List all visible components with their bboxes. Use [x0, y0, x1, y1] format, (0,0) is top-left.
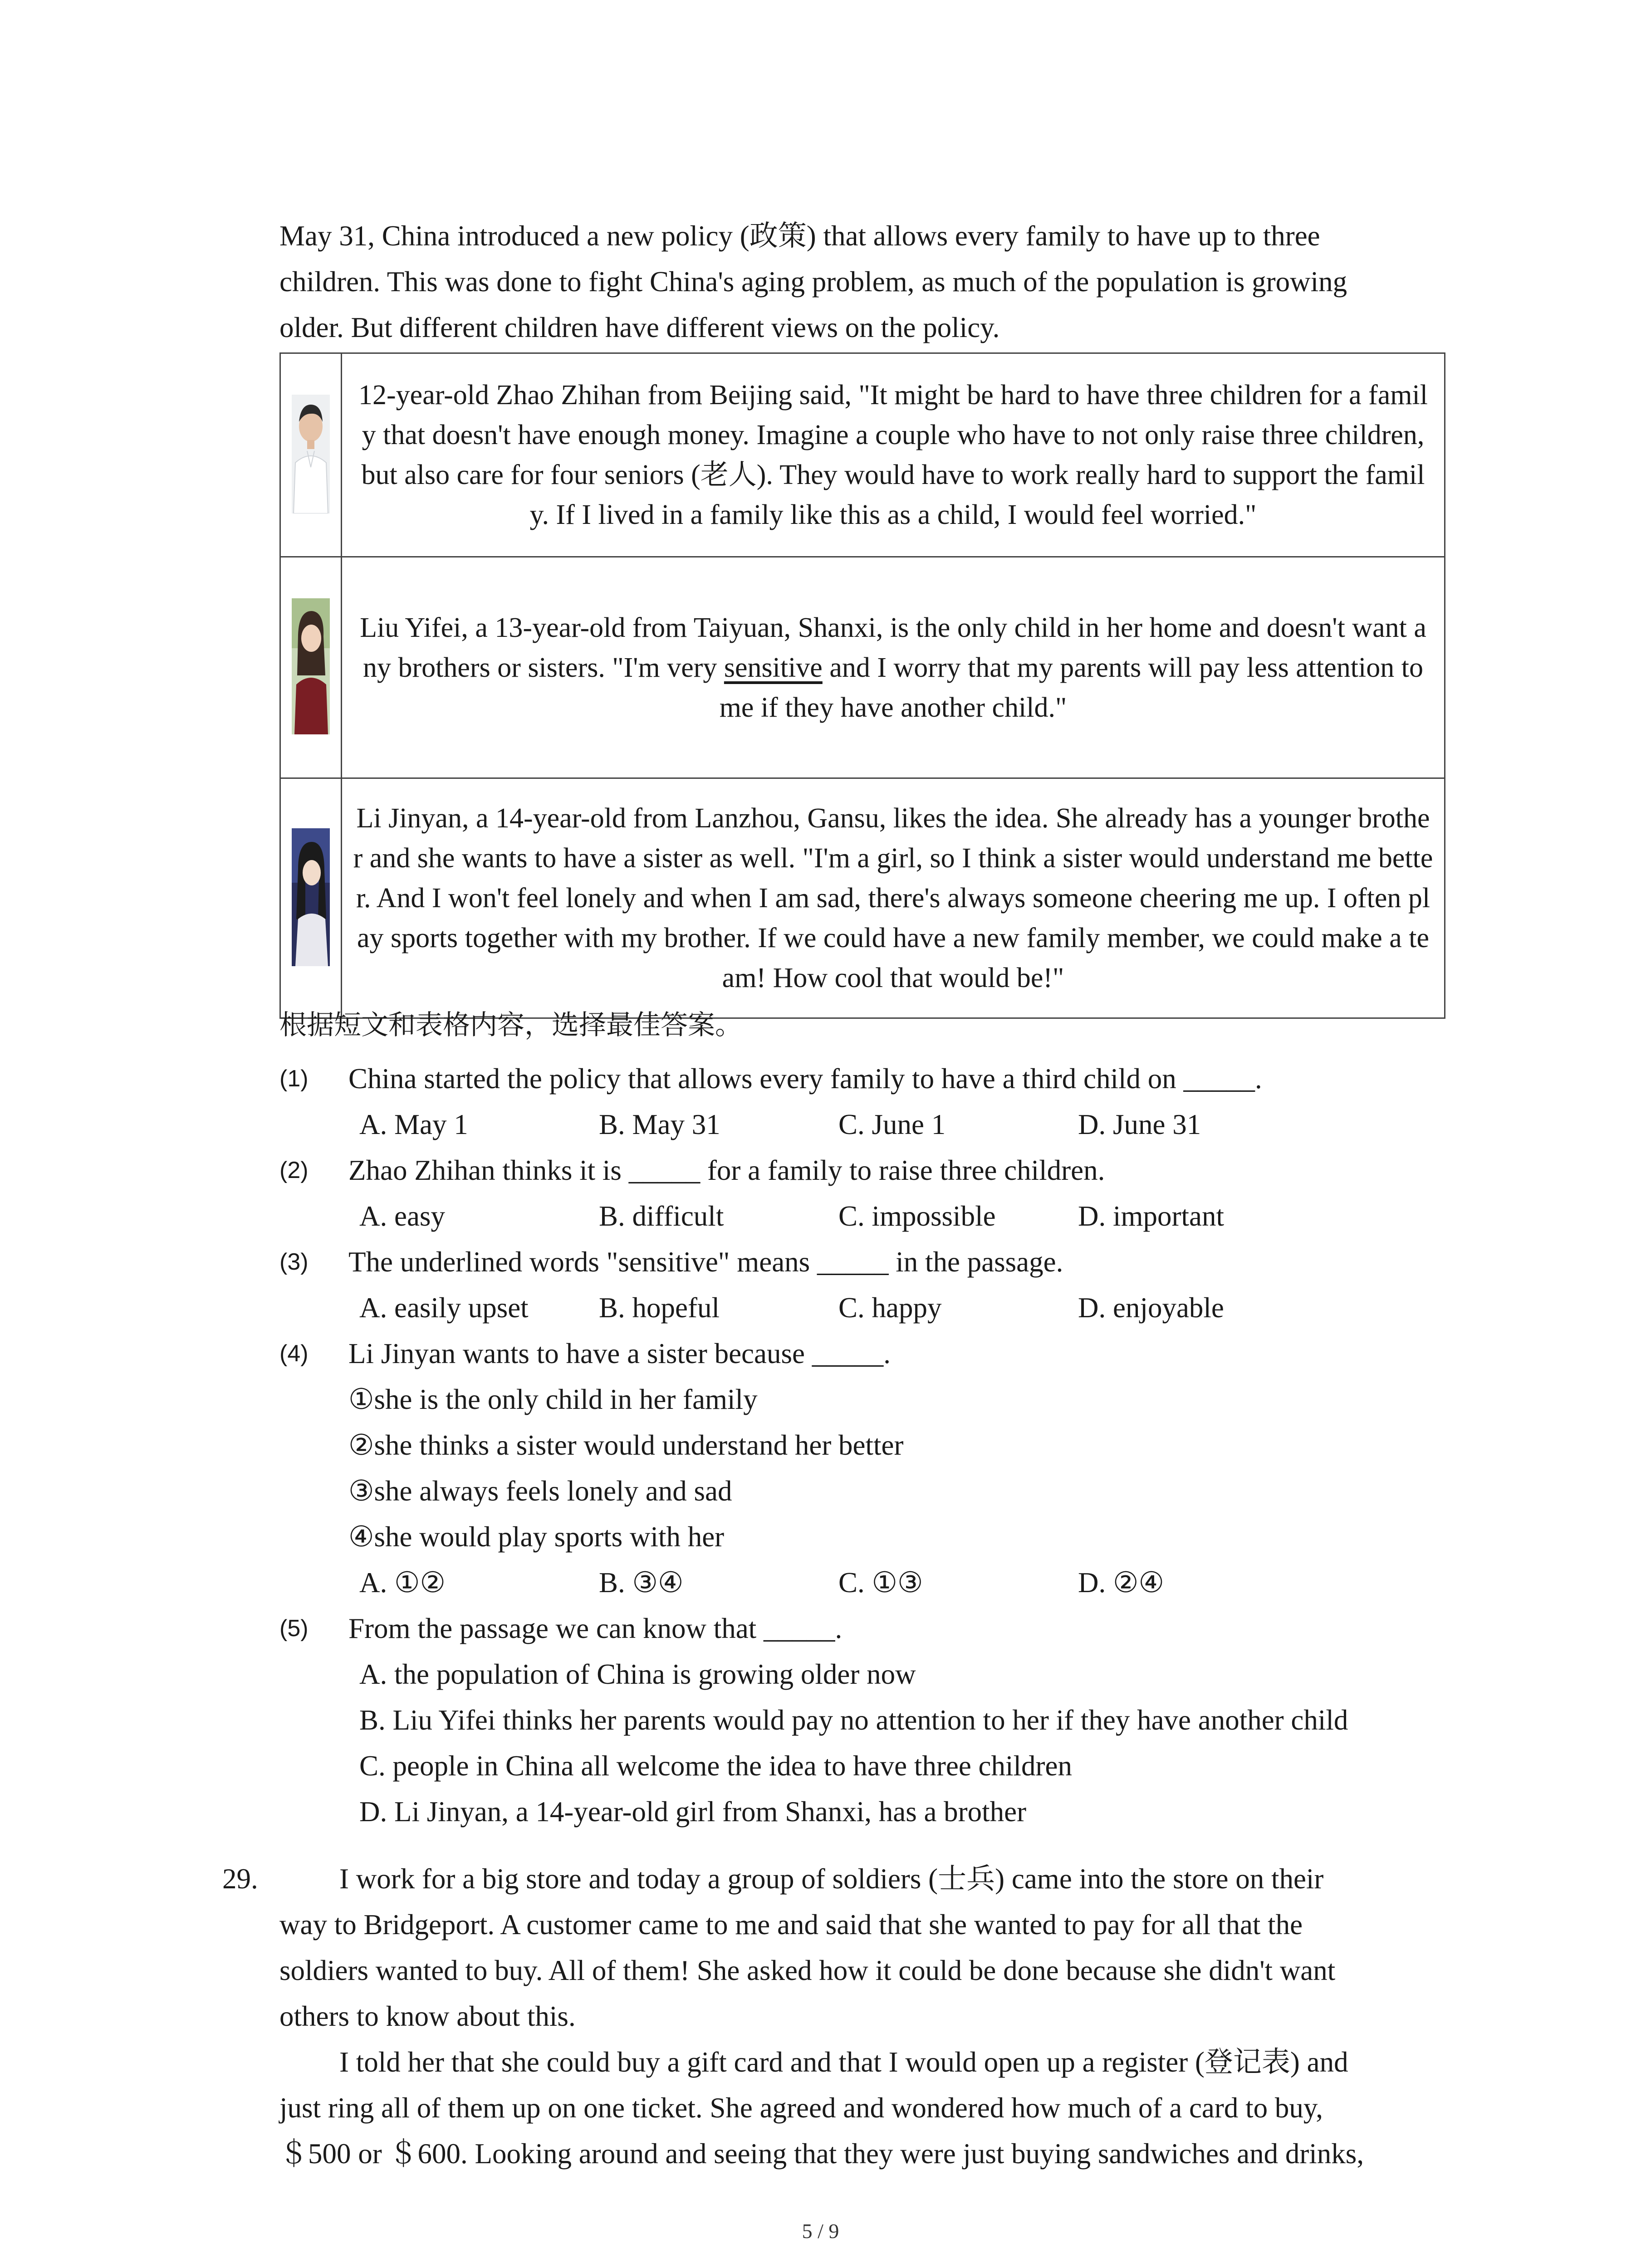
sub-item: ①she is the only child in her family — [348, 1383, 758, 1415]
photo-cell — [280, 557, 342, 778]
sub-item: ④she would play sports with her — [348, 1521, 725, 1553]
question-number: (2) — [279, 1157, 309, 1183]
option-d: D. ②④ — [1078, 1567, 1164, 1598]
sub-item: ②she thinks a sister would understand her better — [348, 1429, 904, 1461]
question-number: (1) — [279, 1066, 309, 1092]
option-c: C. impossible — [838, 1200, 996, 1232]
intro-line: children. This was done to fight China's aging problem, as much of the population is growing — [279, 266, 1347, 298]
boy-portrait-icon — [292, 395, 330, 513]
question-stem: China started the policy that allows every family to have a third child on _____. — [348, 1063, 1262, 1095]
option-d: D. June 31 — [1078, 1109, 1201, 1140]
option-d: D. Li Jinyan, a 14-year-old girl from Shanxi, has a brother — [359, 1796, 1027, 1828]
option-b: B. hopeful — [599, 1292, 720, 1324]
option-c: C. happy — [838, 1292, 942, 1324]
question-stem: Li Jinyan wants to have a sister because _____. — [348, 1338, 891, 1369]
question-number: (3) — [279, 1249, 309, 1275]
option-a: A. the population of China is growing older now — [359, 1658, 916, 1690]
underlined-word-sensitive: sensitive — [724, 652, 823, 683]
option-b: B. ③④ — [599, 1567, 684, 1598]
passage-line: soldiers wanted to buy. All of them! She asked how it could be done because she didn't want — [279, 1955, 1336, 1986]
girl-portrait-icon — [292, 828, 330, 966]
option-a: A. May 1 — [359, 1109, 468, 1140]
view-zhao-zhihan: 12-year-old Zhao Zhihan from Beijing said, "It might be hard to have three children for a family that doesn't have enough money. Imagine a couple who have to not only raise three children, but also care for four seniors (老人). They would have to work really hard to support the family. If I lived in a family like this as a child, I would feel worried." — [342, 353, 1445, 557]
passage-line: ＄500 or ＄600. Looking around and seeing that they were just buying sandwiches and drinks, — [279, 2138, 1364, 2170]
question-1 — [279, 1056, 1459, 1148]
view-liu-yifei — [342, 557, 1445, 778]
photo-cell — [280, 778, 342, 1018]
question-3 — [279, 1239, 1459, 1331]
question-list — [279, 1056, 1459, 1835]
view-row — [280, 557, 1445, 778]
option-a: A. ①② — [359, 1567, 446, 1598]
question-4 — [279, 1331, 1459, 1606]
option-c: C. people in China all welcome the idea to have three children — [359, 1750, 1072, 1782]
view-row — [280, 778, 1445, 1018]
photo-cell — [280, 353, 342, 557]
question-stem: From the passage we can know that _____. — [348, 1613, 843, 1644]
option-b: B. difficult — [599, 1200, 724, 1232]
question-stem: The underlined words "sensitive" means _____ in the passage. — [348, 1246, 1063, 1278]
question-number: (4) — [279, 1340, 309, 1367]
passage-line: others to know about this. — [279, 2000, 576, 2032]
passage-line: I work for a big store and today a group of soldiers (士兵) came into the store on their — [339, 1863, 1324, 1895]
quote-text: and I worry that my parents will pay less attention to me if they have another child." — [719, 652, 1423, 723]
view-li-jinyan: Li Jinyan, a 14-year-old from Lanzhou, Gansu, likes the idea. She already has a younger brother and she wants to have a sister as well. "I'm a girl, so I think a sister would understand me better. And I won't feel lonely and when I am sad, there's always someone cheering me up. I often play sports together with my brother. If we could have a new family member, we could make a team! How cool that would be!" — [342, 778, 1445, 1018]
intro-line: May 31, China introduced a new policy (政策) that allows every family to have up to three — [279, 220, 1320, 252]
question-2 — [279, 1148, 1459, 1239]
passage-line: way to Bridgeport. A customer came to me and said that she wanted to pay for all that the — [279, 1909, 1303, 1941]
girl-portrait-icon — [292, 598, 330, 734]
instruction: 根据短文和表格内容，选择最佳答案。 — [279, 1010, 742, 1040]
option-b: B. Liu Yifei thinks her parents would pay no attention to her if they have another child — [359, 1704, 1348, 1736]
option-b: B. May 31 — [599, 1109, 720, 1140]
quote-text: Liu Yifei, a 13-year-old from Taiyuan, Shanxi, is the only child in her home and doesn't want any brothers or sisters. "I'm very — [360, 612, 1426, 683]
passage-line: I told her that she could buy a gift card and that I would open up a register (登记表) and — [339, 2046, 1348, 2078]
sub-item: ③she always feels lonely and sad — [348, 1475, 732, 1507]
option-c: C. June 1 — [838, 1109, 946, 1140]
question-stem: Zhao Zhihan thinks it is _____ for a family to raise three children. — [348, 1154, 1105, 1186]
option-d: D. enjoyable — [1078, 1292, 1224, 1324]
option-a: A. easy — [359, 1200, 445, 1232]
page-number: 5 / 9 — [802, 2219, 839, 2243]
question-number: (5) — [279, 1615, 309, 1642]
intro-line: older. But different children have different views on the policy. — [279, 312, 1000, 343]
option-a: A. easily upset — [359, 1292, 529, 1324]
option-d: D. important — [1078, 1200, 1224, 1232]
option-c: C. ①③ — [838, 1567, 923, 1598]
passage-line: just ring all of them up on one ticket. She agreed and wondered how much of a card to buy, — [279, 2092, 1323, 2124]
question-number: 29. — [222, 1863, 258, 1895]
views-table — [279, 352, 1445, 1019]
question-5 — [279, 1606, 1459, 1835]
question-29-passage — [222, 1856, 1447, 2177]
intro-passage — [279, 213, 1445, 351]
view-row — [280, 353, 1445, 557]
